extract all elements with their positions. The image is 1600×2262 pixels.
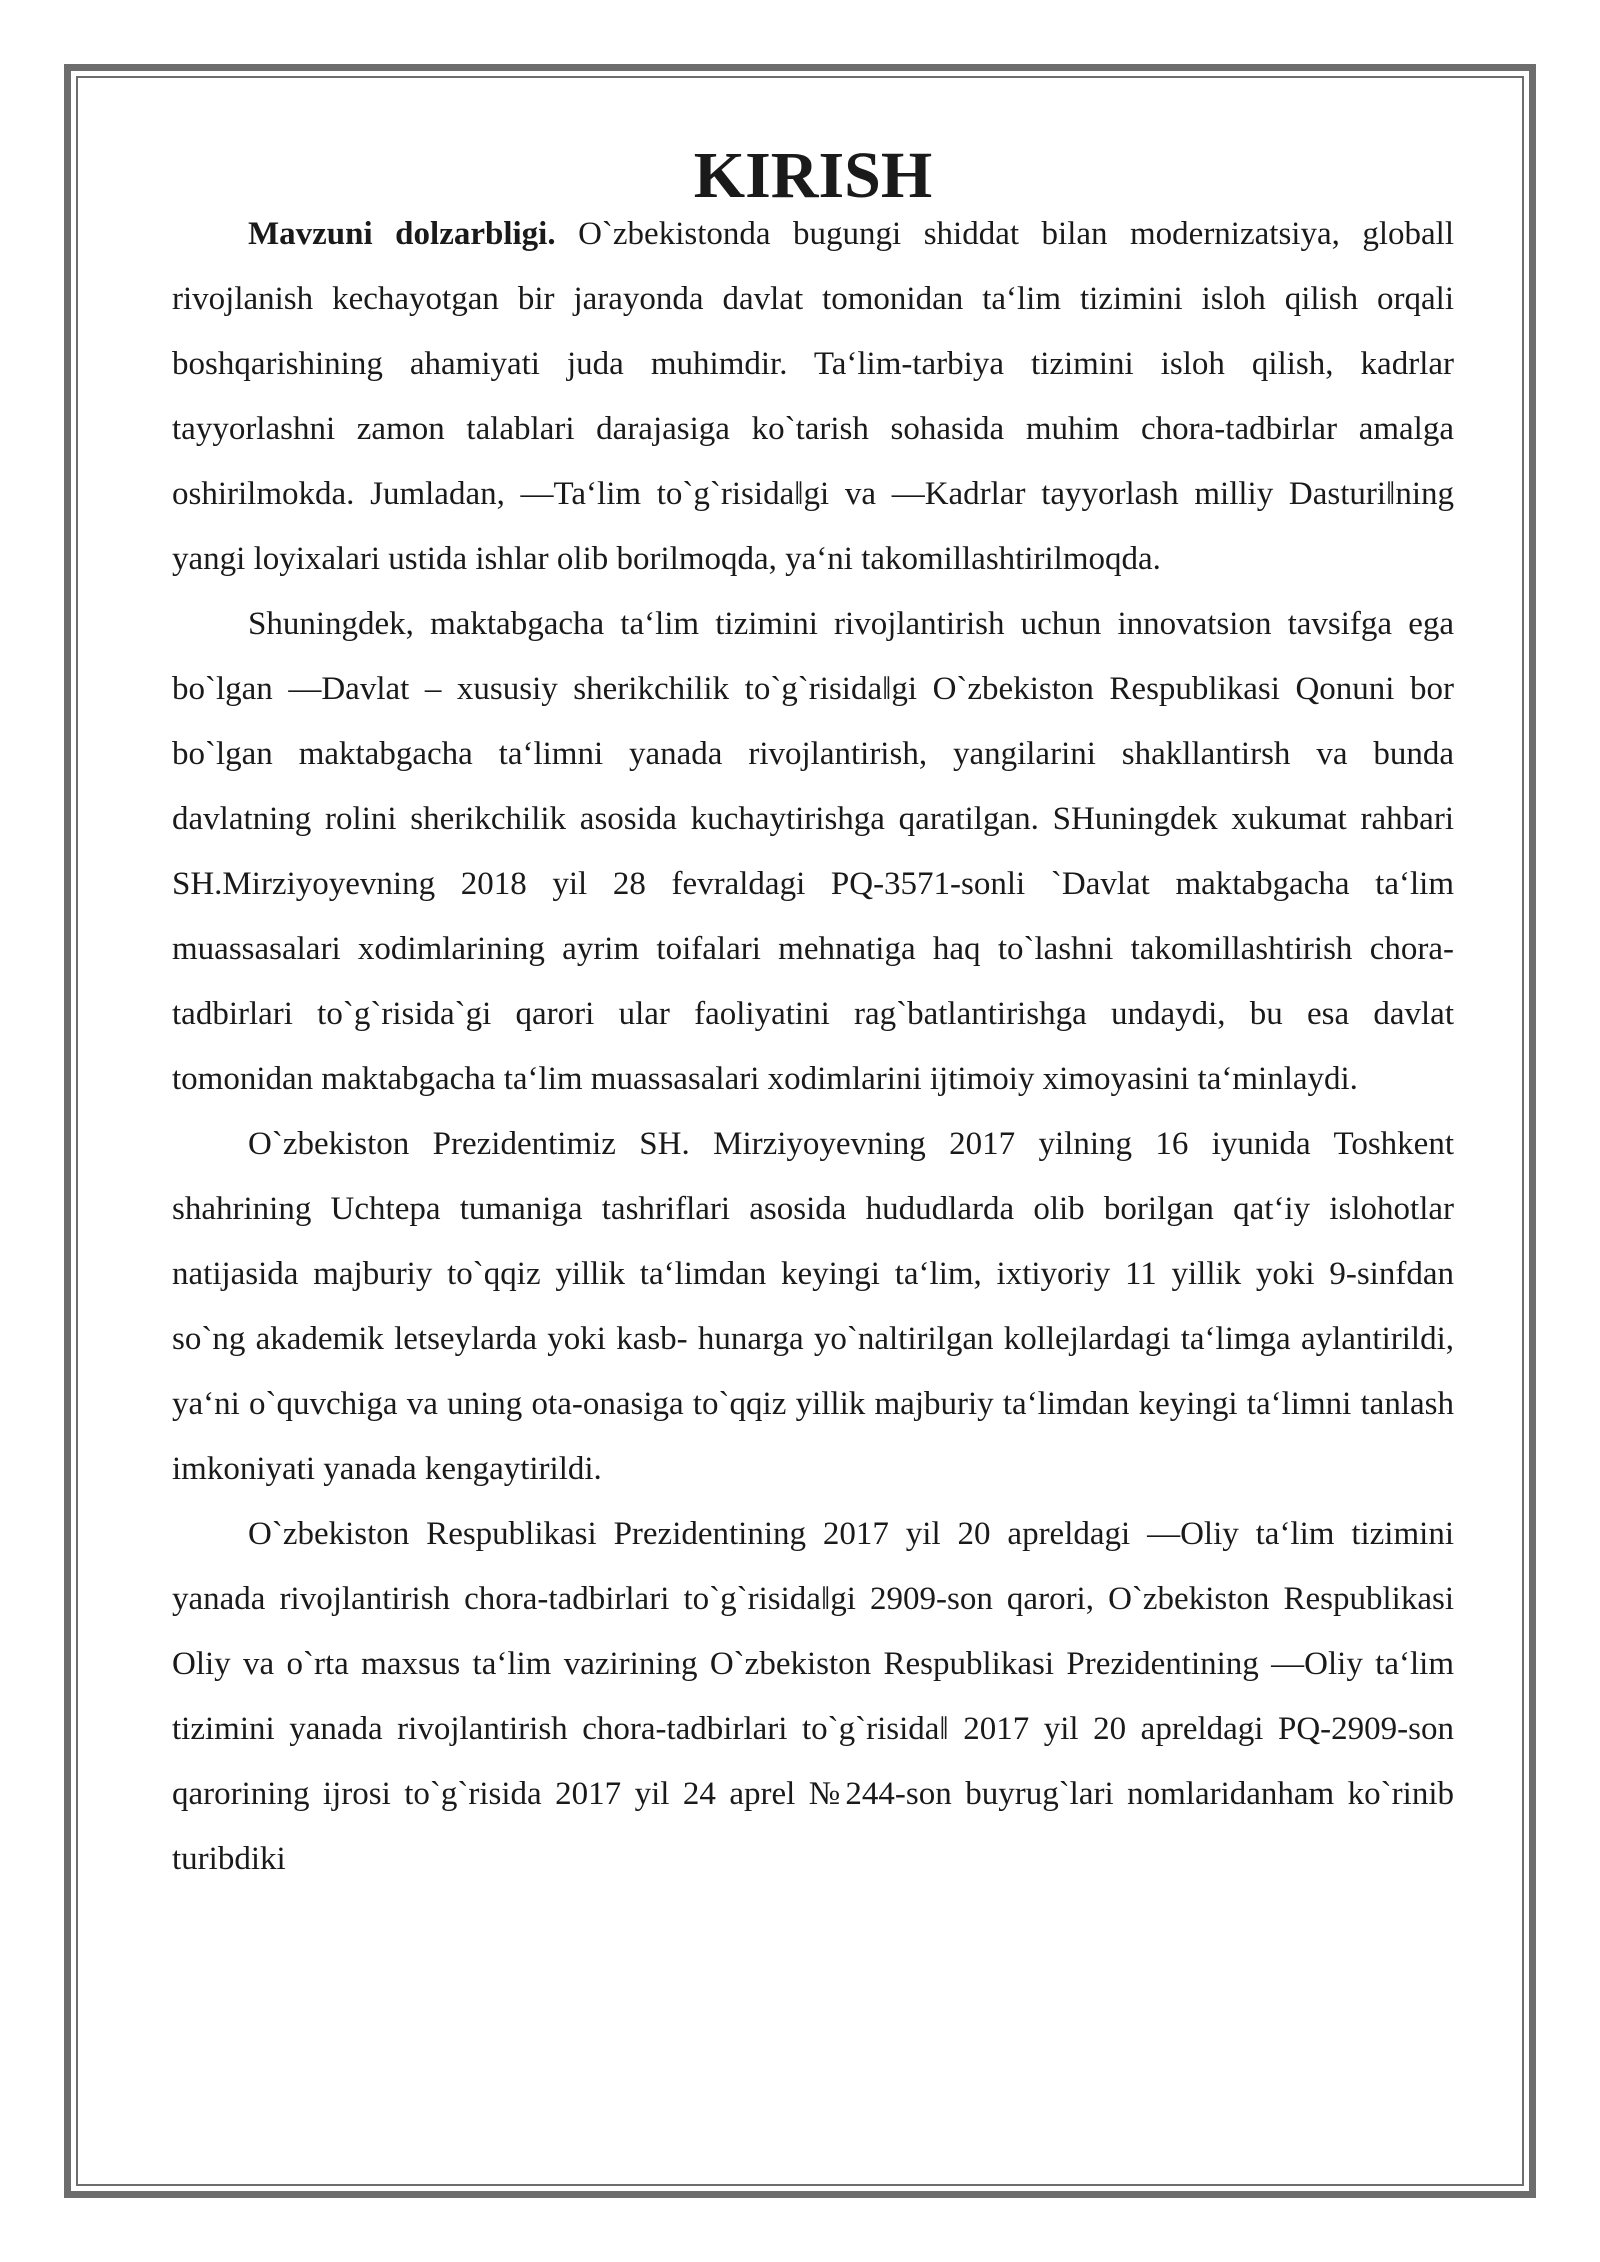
document-body	[172, 139, 1454, 1892]
paragraph-text: O`zbekiston Respublikasi Prezidentining 2017 yil 20 apreldagi ―Oliy ta‘lim tizimini yanada rivojlantirish chora-tadbirlari to`g`risida‖gi 2909-son qarori, O`zbekiston Respublikasi Oliy va o`rta maxsus ta‘lim vazirining O`zbekiston Respublikasi Prezidentining ―Oliy ta‘lim tizimini yanada rivojlantirish chora-tadbirlari to`g`risida‖ 2017 yil 20 apreldagi PQ-2909-son qarorining ijrosi to`g`risida 2017 yil 24 aprel №244-son buyrug`lari nomlaridanham ko`rinib turibdiki	[172, 1516, 1454, 1877]
paragraph-text: Shuningdek, maktabgacha ta‘lim tizimini rivojlantirish uchun innovatsion tavsifga ega bo`lgan ―Davlat – xususiy sherikchilik to`g`risida‖gi O`zbekiston Respublikasi Qonuni bor bo`lgan maktabgacha ta‘limni yanada rivojlantirish, yangilarini shakllantirsh va bunda davlatning rolini sherikchilik asosida kuchaytirishga qaratilgan. SHuningdek xukumat rahbari SH.Mirziyoyevning 2018 yil 28 fevraldagi PQ-3571-sonli `Davlat maktabgacha ta‘lim muassasalari xodimlarining ayrim toifalari mehnatiga haq to`lashni takomillashtirish chora-tadbirlari to`g`risida`gi qarori ular faoliyatini rag`batlantirishga undaydi, bu esa davlat tomonidan maktabgacha ta‘lim muassasalari xodimlarini ijtimoiy ximoyasini ta‘minlaydi.	[172, 606, 1454, 1097]
paragraph-lead-heading: Mavzuni dolzarbligi.	[248, 216, 556, 252]
paragraph-president-visit	[172, 1112, 1454, 1502]
paragraph-higher-education	[172, 1502, 1454, 1892]
document-title: KIRISH	[693, 139, 933, 212]
paragraph-preschool	[172, 592, 1454, 1112]
paragraph-text: O`zbekiston Prezidentimiz SH. Mirziyoyevning 2017 yilning 16 iyunida Toshkent shahrining Uchtepa tumaniga tashriflari asosida hududlarda olib borilgan qat‘iy islohotlar natijasida majburiy to`qqiz yillik ta‘limdan keyingi ta‘lim, ixtiyoriy 11 yillik yoki 9-sinfdan so`ng akademik letseylarda yoki kasb- hunarga yo`naltirilgan kollejlardagi ta‘limga aylantirildi, ya‘ni o`quvchiga va uning ota-onasiga to`qqiz yillik majburiy ta‘limdan keyingi ta‘limni tanlash imkoniyati yanada kengaytirildi.	[172, 1126, 1454, 1487]
paragraph-text: O`zbekistonda bugungi shiddat bilan modernizatsiya, globall rivojlanish kechayotgan bir jarayonda davlat tomonidan ta‘lim tizimini isloh qilish orqali boshqarishining ahamiyati juda muhimdir. Ta‘lim-tarbiya tizimini isloh qilish, kadrlar tayyorlashni zamon talablari darajasiga ko`tarish sohasida muhim chora-tadbirlar amalga oshirilmokda. Jumladan, ―Ta‘lim to`g`risida‖gi va ―Kadrlar tayyorlash milliy Dasturi‖ning yangi loyixalari ustida ishlar olib borilmoqda, ya‘ni takomillashtirilmoqda.	[172, 216, 1454, 577]
paragraph-relevance	[172, 202, 1454, 592]
